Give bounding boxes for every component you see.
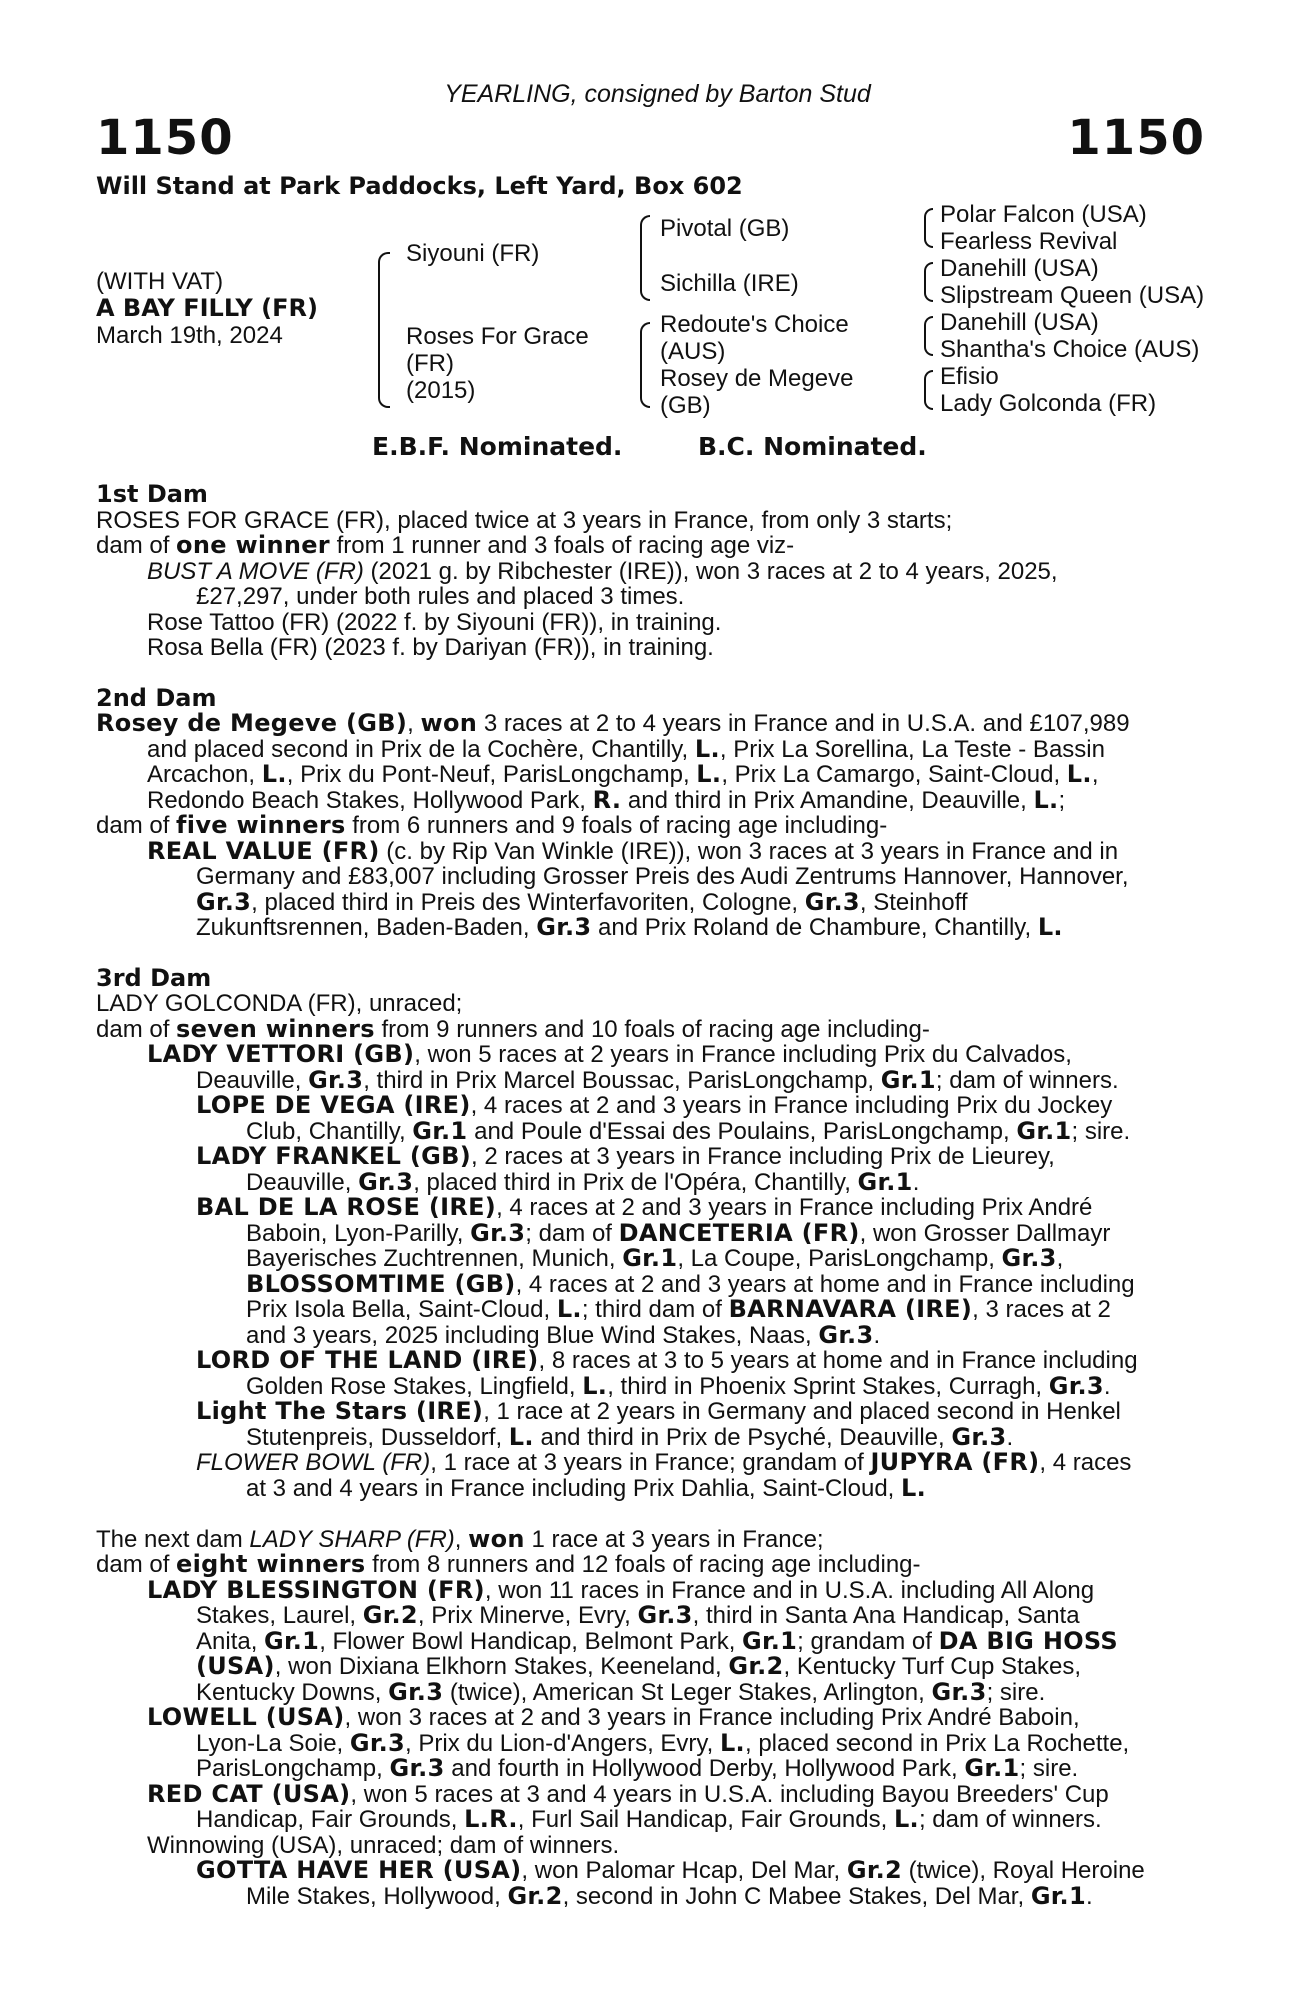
third-dam-line: FLOWER BOWL (FR), 1 race at 3 years in France; grandam of JUPYRA (FR), 4 races [196,1448,1132,1476]
third-dam-line: LOPE DE VEGA (IRE), 4 races at 2 and 3 years in France including Prix du Jockey [196,1091,1113,1119]
second-dam-line: and placed second in Prix de la Cochère, Chantilly, L., Prix La Sorellina, La Teste - Bassin [147,735,1105,763]
third-dam-line: Deauville, Gr.3, placed third in Prix de l'Opéra, Chantilly, Gr.1. [246,1168,920,1196]
second-dam-line: Arcachon, L., Prix du Pont-Neuf, ParisLongchamp, L., Prix La Camargo, Saint-Cloud, L., [147,760,1099,788]
first-dam-line: BUST A MOVE (FR) (2021 g. by Ribchester (IRE)), won 3 races at 2 to 4 years, 2025, [147,558,1058,585]
ebf-nomination: E.B.F. Nominated. [372,432,623,461]
brace-dam-parents [640,322,650,408]
third-dam-line: Deauville, Gr.3, third in Prix Marcel Boussac, ParisLongchamp, Gr.1; dam of winners. [196,1066,1119,1094]
third-dam-line: at 3 and 4 years in France including Prix Dahlia, Saint-Cloud, L. [246,1474,927,1502]
next-dam-line: Mile Stakes, Hollywood, Gr.2, second in John C Mabee Stakes, Del Mar, Gr.1. [246,1882,1093,1910]
first-dam-line: ROSES FOR GRACE (FR), placed twice at 3 years in France, from only 3 starts; [96,507,953,534]
next-dam-line: Lyon-La Soie, Gr.3, Prix du Lion-d'Angers, Evry, L., placed second in Prix La Rochette, [196,1729,1130,1757]
dam-sire-line1: Redoute's Choice [660,311,849,338]
vat-note: (WITH VAT) [96,268,224,295]
second-dam-line: dam of five winners from 6 runners and 9 foals of racing age including- [96,811,888,839]
next-dam-line: ParisLongchamp, Gr.3 and fourth in Hollywood Derby, Hollywood Park, Gr.1; sire. [196,1754,1079,1782]
sire-dam: Sichilla (IRE) [660,270,799,297]
sire-dam-dam: Slipstream Queen (USA) [940,282,1205,309]
bc-nomination: B.C. Nominated. [698,432,927,461]
next-dam-line: RED CAT (USA), won 5 races at 3 and 4 years in U.S.A. including Bayou Breeders' Cup [147,1780,1109,1808]
second-dam-line: Rosey de Megeve (GB), won 3 races at 2 to 4 years in France and in U.S.A. and £107,989 [96,709,1130,737]
sire-sire-sire: Polar Falcon (USA) [940,201,1147,228]
sire-sire: Pivotal (GB) [660,215,790,242]
third-dam-heading: 3rd Dam [96,964,212,992]
third-dam-line: LORD OF THE LAND (IRE), 8 races at 3 to 5 years at home and in France including [196,1346,1138,1374]
third-dam-line: LADY GOLCONDA (FR), unraced; [96,990,463,1017]
lot-number-left: 1150 [96,110,234,166]
first-dam-heading: 1st Dam [96,480,208,508]
next-dam-line: Stakes, Laurel, Gr.2, Prix Minerve, Evry, Gr.3, third in Santa Ana Handicap, Santa [196,1601,1080,1629]
third-dam-line: Prix Isola Bella, Saint-Cloud, L.; third dam of BARNAVARA (IRE), 3 races at 2 [246,1295,1111,1323]
dam-dam-dam: Lady Golconda (FR) [940,390,1157,417]
next-dam-line: Anita, Gr.1, Flower Bowl Handicap, Belmont Park, Gr.1; grandam of DA BIG HOSS [196,1627,1119,1655]
first-dam-line: dam of one winner from 1 runner and 3 foals of racing age viz- [96,531,795,559]
third-dam-line: LADY FRANKEL (GB), 2 races at 3 years in France including Prix de Lieurey, [196,1142,1055,1170]
third-dam-line: LADY VETTORI (GB), won 5 races at 2 years in France including Prix du Calvados, [147,1040,1072,1068]
dam-line1: Roses For Grace [406,323,589,350]
second-dam-line: Zukunftsrennen, Baden-Baden, Gr.3 and Prix Roland de Chambure, Chantilly, L. [196,913,1063,941]
dam-line3: (2015) [406,377,476,404]
horse-dob: March 19th, 2024 [96,322,283,349]
next-dam-line: (USA), won Dixiana Elkhorn Stakes, Keeneland, Gr.2, Kentucky Turf Cup Stakes, [196,1652,1082,1680]
horse-name: A BAY FILLY (FR) [96,294,318,322]
second-dam-heading: 2nd Dam [96,684,217,712]
next-dam-line: dam of eight winners from 8 runners and 12 foals of racing age including- [96,1550,921,1578]
next-dam-line: Kentucky Downs, Gr.3 (twice), American St Leger Stakes, Arlington, Gr.3; sire. [196,1678,1046,1706]
sire-sire-dam: Fearless Revival [940,228,1118,255]
third-dam-line: Stutenpreis, Dusseldorf, L. and third in Prix de Psyché, Deauville, Gr.3. [246,1423,1014,1451]
first-dam-line: Rosa Bella (FR) (2023 f. by Dariyan (FR)), in training. [147,634,714,661]
third-dam-line: BLOSSOMTIME (GB), 4 races at 2 and 3 years at home and in France including [246,1270,1135,1298]
brace-sire-parents [640,215,650,301]
stand-location: Will Stand at Park Paddocks, Left Yard, Box 602 [96,172,743,200]
lot-number-right: 1150 [1067,110,1205,166]
third-dam-line: Club, Chantilly, Gr.1 and Poule d'Essai des Poulains, ParisLongchamp, Gr.1; sire. [246,1117,1131,1145]
next-dam-line: The next dam LADY SHARP (FR), won 1 race at 3 years in France; [96,1525,824,1553]
next-dam-line: LADY BLESSINGTON (FR), won 11 races in France and in U.S.A. including All Along [147,1576,1095,1604]
next-dam-line: Winnowing (USA), unraced; dam of winners. [147,1832,620,1859]
third-dam-line: Golden Rose Stakes, Lingfield, L., third in Phoenix Sprint Stakes, Curragh, Gr.3. [246,1372,1111,1400]
sire: Siyouni (FR) [406,240,540,267]
sire-dam-sire: Danehill (USA) [940,255,1099,282]
brace-sire-dam [378,252,390,408]
third-dam-line: Baboin, Lyon-Parilly, Gr.3; dam of DANCETERIA (FR), won Grosser Dallmayr [246,1219,1111,1247]
catalogue-subtitle: YEARLING, consigned by Barton Stud [444,80,871,108]
third-dam-line: Light The Stars (IRE), 1 race at 2 years in Germany and placed second in Henkel [196,1397,1121,1425]
first-dam-line: Rose Tattoo (FR) (2022 f. by Siyouni (FR)), in training. [147,609,722,636]
third-dam-line: and 3 years, 2025 including Blue Wind Stakes, Naas, Gr.3. [246,1321,881,1349]
second-dam-line: REAL VALUE (FR) (c. by Rip Van Winkle (IRE)), won 3 races at 3 years in France and in [147,837,1119,865]
dam-sire-sire: Danehill (USA) [940,309,1099,336]
second-dam-line: Redondo Beach Stakes, Hollywood Park, R. and third in Prix Amandine, Deauville, L.; [147,786,1066,814]
second-dam-line: Gr.3, placed third in Preis des Winterfavoriten, Cologne, Gr.3, Steinhoff [196,888,968,916]
dam-line2: (FR) [406,350,454,377]
brace-ds [924,316,933,356]
dam-sire-dam: Shantha's Choice (AUS) [940,336,1200,363]
dam-dam-line2: (GB) [660,392,711,419]
next-dam-line: LOWELL (USA), won 3 races at 2 and 3 years in France including Prix André Baboin, [147,1703,1080,1731]
dam-dam-sire: Efisio [940,363,999,390]
brace-dd [924,370,933,410]
next-dam-line: GOTTA HAVE HER (USA), won Palomar Hcap, Del Mar, Gr.2 (twice), Royal Heroine [196,1856,1145,1884]
third-dam-line: Bayerisches Zuchtrennen, Munich, Gr.1, La Coupe, ParisLongchamp, Gr.3, [246,1244,1064,1272]
third-dam-line: dam of seven winners from 9 runners and 10 foals of racing age including- [96,1015,930,1043]
third-dam-line: BAL DE LA ROSE (IRE), 4 races at 2 and 3 years in France including Prix André [196,1193,1093,1221]
dam-dam-line1: Rosey de Megeve [660,365,854,392]
brace-ss [924,208,933,248]
dam-sire-line2: (AUS) [660,338,726,365]
first-dam-line: £27,297, under both rules and placed 3 times. [196,583,685,610]
second-dam-line: Germany and £83,007 including Grosser Preis des Audi Zentrums Hannover, Hannover, [196,863,1129,890]
next-dam-line: Handicap, Fair Grounds, L.R., Furl Sail Handicap, Fair Grounds, L.; dam of winners. [196,1805,1102,1833]
brace-sd [924,262,933,302]
